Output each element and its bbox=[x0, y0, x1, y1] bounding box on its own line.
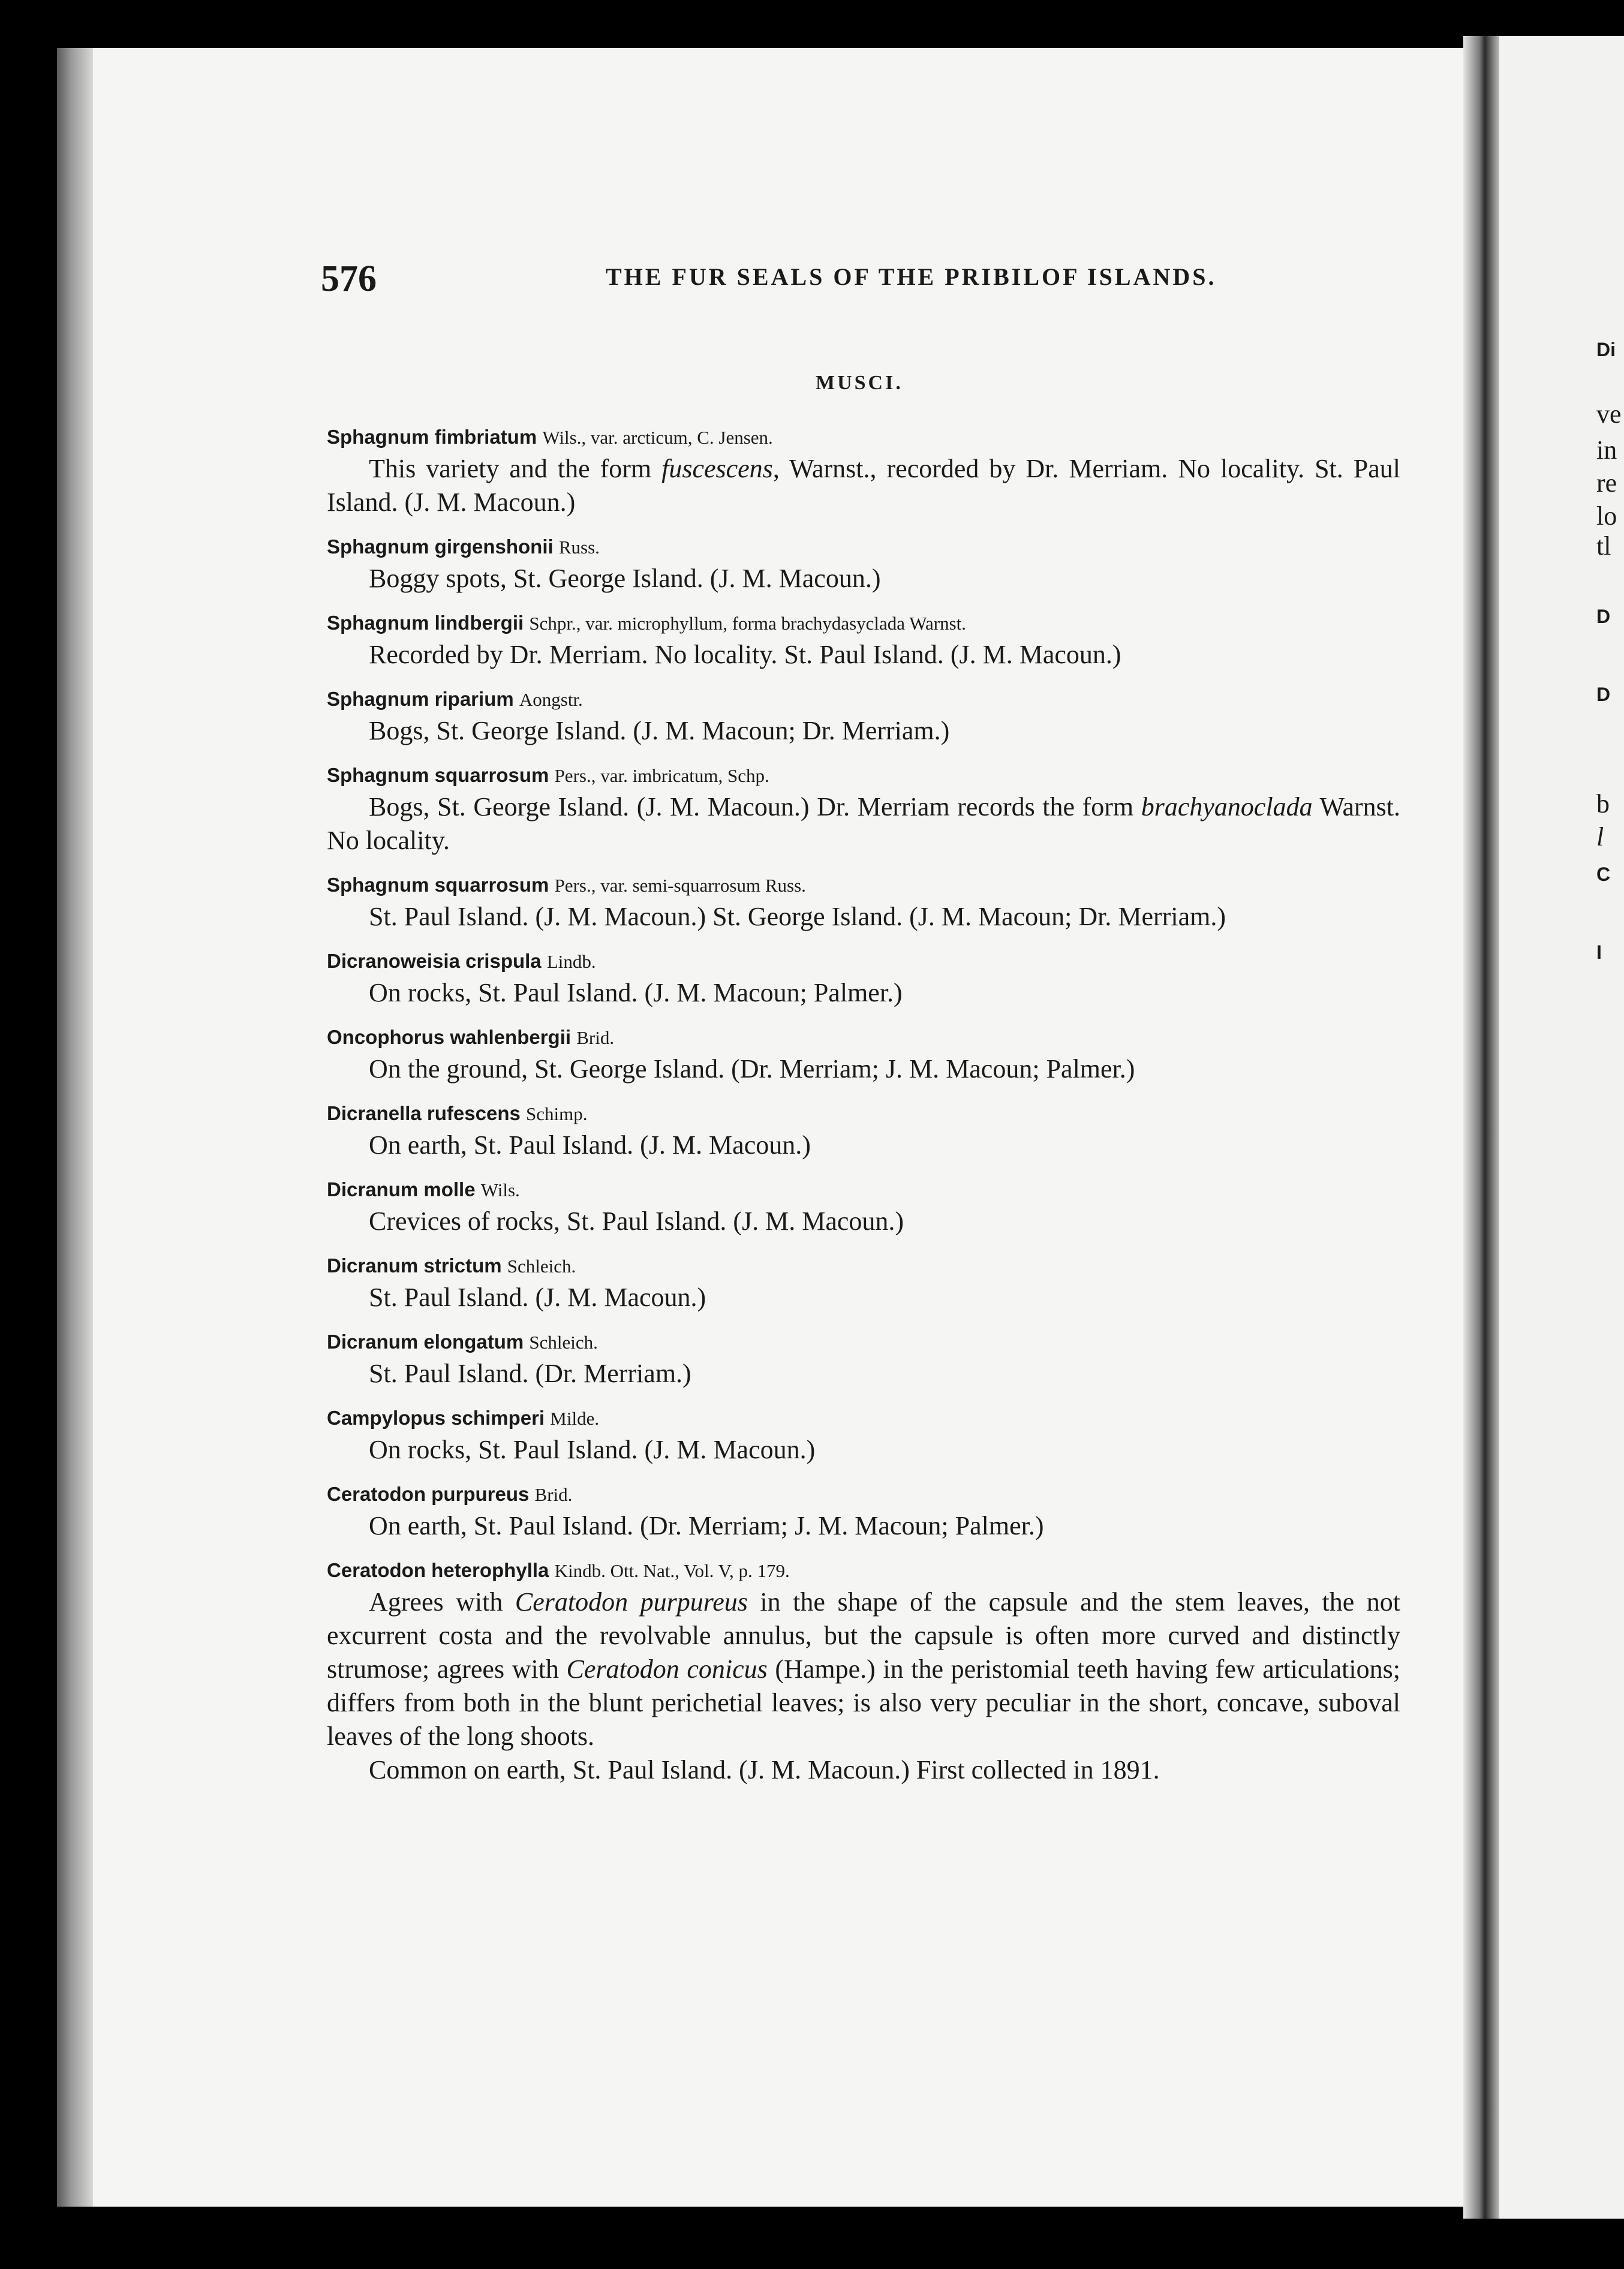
species-name: Dicranum molle bbox=[327, 1178, 476, 1200]
species-entry bbox=[327, 532, 1400, 595]
species-note: On earth, St. Paul Island. (Dr. Merriam; J. M. Macoun; Palmer.) bbox=[369, 1511, 1044, 1540]
page-header bbox=[234, 258, 1408, 300]
species-authority: Schimp. bbox=[526, 1103, 588, 1124]
species-name: Sphagnum squarrosum bbox=[327, 764, 549, 786]
species-name: Sphagnum squarrosum bbox=[327, 874, 549, 896]
species-entry bbox=[327, 1480, 1400, 1543]
species-entry bbox=[327, 1404, 1400, 1467]
species-authority: Pers., var. imbricatum, Schp. bbox=[554, 765, 769, 786]
species-name: Dicranella rufescens bbox=[327, 1102, 521, 1124]
facing-page-fragment: C bbox=[1596, 863, 1611, 885]
species-authority: Russ. bbox=[558, 537, 600, 558]
species-name: Oncophorus wahlenbergii bbox=[327, 1026, 572, 1048]
species-authority: Lindb. bbox=[546, 951, 596, 972]
section-title: MUSCI. bbox=[816, 372, 903, 394]
species-entry bbox=[327, 1023, 1400, 1086]
facing-page-fragment: ve bbox=[1596, 399, 1622, 429]
species-note: Crevices of rocks, St. Paul Island. (J. M. Macoun.) bbox=[369, 1206, 904, 1236]
species-name: Campylopus schimperi bbox=[327, 1407, 545, 1429]
species-entry bbox=[327, 947, 1400, 1010]
species-authority: Schpr., var. microphyllum, forma brachydasyclada Warnst. bbox=[529, 613, 967, 634]
species-list bbox=[327, 423, 1400, 1800]
facing-page-fragment: b bbox=[1596, 789, 1610, 818]
species-note: Bogs, St. George Island. (J. M. Macoun.) Dr. Merriam records the form brachyanoclada Warnst. No locality. bbox=[327, 792, 1400, 855]
species-authority: Aongstr. bbox=[519, 689, 583, 710]
species-entry bbox=[327, 609, 1400, 672]
species-note: On earth, St. Paul Island. (J. M. Macoun.) bbox=[369, 1130, 811, 1160]
species-authority: Brid. bbox=[534, 1484, 573, 1505]
species-name: Sphagnum lindbergii bbox=[327, 612, 524, 634]
species-name: Ceratodon purpureus bbox=[327, 1483, 530, 1505]
species-authority: Milde. bbox=[550, 1408, 600, 1429]
facing-page-fragment: re bbox=[1596, 468, 1617, 498]
species-authority: Kindb. Ott. Nat., Vol. V, p. 179. bbox=[554, 1560, 790, 1581]
species-authority: Pers., var. semi-squarrosum Russ. bbox=[554, 875, 806, 896]
species-entry-last bbox=[327, 1556, 1400, 1787]
species-name: Dicranum elongatum bbox=[327, 1331, 524, 1353]
species-note: Bogs, St. George Island. (J. M. Macoun; Dr. Merriam.) bbox=[369, 716, 950, 745]
species-entry bbox=[327, 1099, 1400, 1162]
facing-page-fragment: Di bbox=[1596, 339, 1616, 360]
book-gutter bbox=[1463, 36, 1499, 2219]
facing-page-fragment: lo bbox=[1596, 501, 1617, 531]
species-authority: Brid. bbox=[576, 1027, 615, 1048]
species-note: Common on earth, St. Paul Island. (J. M. Macoun.) First collected in 1891. bbox=[369, 1755, 1160, 1784]
species-note: On the ground, St. George Island. (Dr. Merriam; J. M. Macoun; Palmer.) bbox=[369, 1054, 1135, 1084]
species-note: On rocks, St. Paul Island. (J. M. Macoun; Palmer.) bbox=[369, 978, 903, 1007]
facing-page-fragment: tl bbox=[1596, 531, 1611, 561]
species-name: Dicranoweisia crispula bbox=[327, 950, 542, 972]
species-authority: Schleich. bbox=[529, 1332, 598, 1353]
facing-page bbox=[1499, 36, 1624, 2219]
species-entry bbox=[327, 761, 1400, 857]
species-authority: Schleich. bbox=[507, 1256, 576, 1277]
running-head: THE FUR SEALS OF THE PRIBILOF ISLANDS. bbox=[606, 263, 1217, 290]
species-entry bbox=[327, 423, 1400, 519]
page-edge-shadow bbox=[57, 48, 93, 2207]
species-authority: Wils., var. arcticum, C. Jensen. bbox=[542, 427, 773, 448]
species-name: Ceratodon heterophylla bbox=[327, 1559, 549, 1581]
species-note: Recorded by Dr. Merriam. No locality. St. Paul Island. (J. M. Macoun.) bbox=[369, 640, 1121, 669]
species-note: Boggy spots, St. George Island. (J. M. Macoun.) bbox=[369, 564, 881, 593]
facing-page-fragment: I bbox=[1596, 941, 1602, 963]
species-entry bbox=[327, 1328, 1400, 1391]
species-name: Sphagnum riparium bbox=[327, 688, 514, 710]
facing-page-fragment: D bbox=[1596, 606, 1611, 627]
facing-page-fragment: in bbox=[1596, 435, 1617, 465]
species-note: St. Paul Island. (J. M. Macoun.) bbox=[369, 1283, 706, 1312]
species-entry bbox=[327, 871, 1400, 934]
page-number: 576 bbox=[321, 258, 377, 299]
facing-page-fragment: D bbox=[1596, 684, 1611, 705]
species-entry bbox=[327, 685, 1400, 748]
species-name: Sphagnum girgenshonii bbox=[327, 535, 554, 558]
species-name: Dicranum strictum bbox=[327, 1254, 502, 1277]
species-entry bbox=[327, 1175, 1400, 1238]
species-entry bbox=[327, 1251, 1400, 1314]
facing-page-fragment: l bbox=[1596, 822, 1604, 851]
species-authority: Wils. bbox=[480, 1179, 520, 1200]
species-note: St. Paul Island. (J. M. Macoun.) St. George Island. (J. M. Macoun; Dr. Merriam.) bbox=[369, 902, 1226, 931]
species-note: This variety and the form fuscescens, Warnst., recorded by Dr. Merriam. No locality. St. Paul Island. (J. M. Macoun.) bbox=[327, 454, 1400, 517]
species-note: On rocks, St. Paul Island. (J. M. Macoun.) bbox=[369, 1435, 816, 1464]
species-note: St. Paul Island. (Dr. Merriam.) bbox=[369, 1359, 691, 1388]
species-description: Agrees with Ceratodon purpureus in the shape of the capsule and the stem leaves, the not excurrent costa and the revolvable annulus, but the capsule is often more curved and distinctly strumose; agrees with Ceratodon conicus (Hampe.) in the peristomial teeth having few articulations; differs from both in the blunt perichetial leaves; is also very peculiar in the short, concave, suboval leaves of the long shoots. bbox=[327, 1587, 1400, 1751]
species-name: Sphagnum fimbriatum bbox=[327, 426, 537, 448]
